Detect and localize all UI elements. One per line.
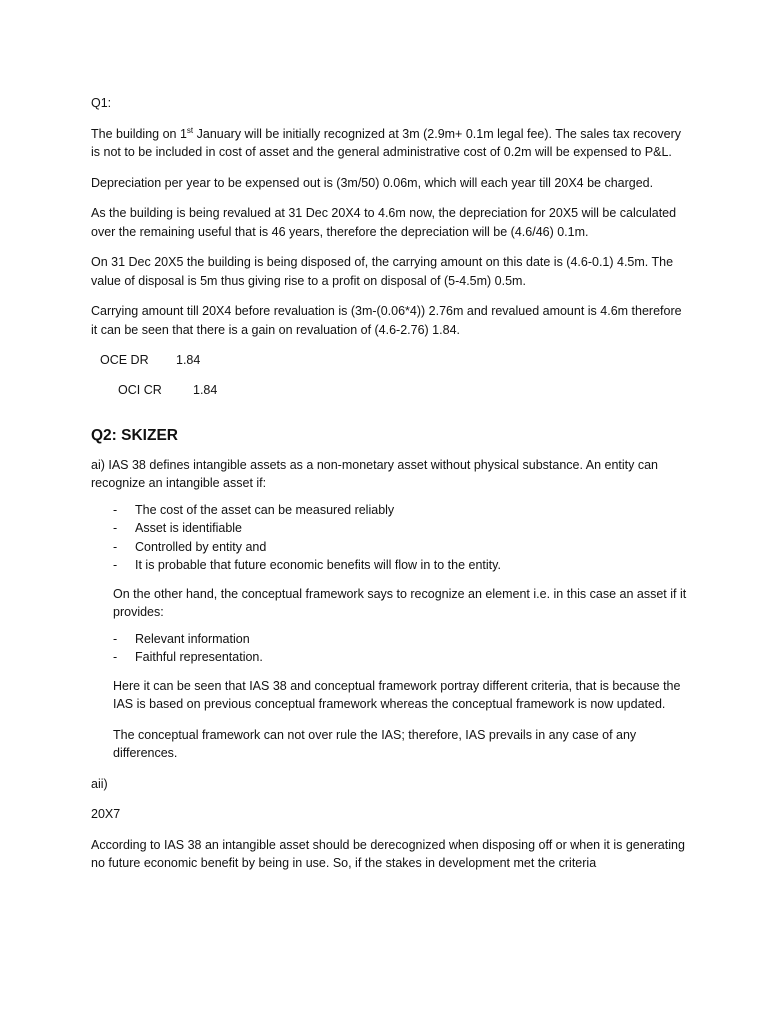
ias38-criteria-list: [91, 501, 691, 575]
list-item: - Asset is identifiable: [91, 519, 691, 538]
journal-debit-value: 1.84: [176, 353, 201, 367]
list-item: - Faithful representation.: [91, 648, 691, 667]
q2-aii-label: aii): [91, 776, 108, 791]
q2-heading: Q2: SKIZER: [91, 427, 178, 444]
list-item: - Relevant information: [91, 630, 691, 649]
framework-criteria-list: [91, 630, 691, 667]
q2-overrule-paragraph: The conceptual framework can not over rule the IAS; therefore, IAS prevails in any case of any differences.: [113, 727, 637, 760]
q2-framework-intro: On the other hand, the conceptual framework says to recognize an element i.e. in this case an asset if it provides:: [113, 586, 687, 619]
document-page: [91, 94, 691, 885]
q2-derecognize-paragraph: According to IAS 38 an intangible asset should be derecognized when disposing off or when it is generating no future economic benefit by being in use. So, if the stakes in development met the criteria: [91, 837, 685, 870]
q2-compare-paragraph: Here it can be seen that IAS 38 and conceptual framework portray different criteria, that is because the IAS is based on previous conceptual framework whereas the conceptual framework is now updated.: [113, 678, 681, 711]
journal-entry-credit: [91, 381, 691, 401]
journal-debit-label: OCE DR: [100, 353, 149, 367]
q2-year-label: 20X7: [91, 807, 121, 821]
q2-ai-intro: ai) IAS 38 defines intangible assets as a non-monetary asset without physical substance. An entity can recognize an intangible asset if:: [91, 457, 658, 490]
q1-heading: Q1:: [91, 96, 112, 110]
journal-entry-debit: [91, 351, 691, 371]
journal-credit-label: OCI CR: [118, 383, 162, 397]
q1-p1-ordinal-suffix: st: [186, 125, 194, 135]
q1-paragraph-gain: Carrying amount till 20X4 before revaluation is (3m-(0.06*4)) 2.76m and revalued amount is 4.6m therefore it can be seen that there is a gain on revaluation of (4.6-2.76) 1.84.: [91, 304, 682, 337]
journal-credit-value: 1.84: [193, 383, 218, 397]
list-item: - Controlled by entity and: [91, 538, 691, 557]
q1-paragraph-revaluation: As the building is being revalued at 31 Dec 20X4 to 4.6m now, the depreciation for 20X5 will be calculated over the remaining useful that is 46 years, therefore the depreciation will be (4.6/46) 0.1m.: [91, 206, 677, 239]
q1-p1-text-start: The building on 1: [91, 126, 187, 141]
q1-p1-text-end: January will be initially recognized at 3m (2.9m+ 0.1m legal fee). The sales tax recovery is not to be included in cost of asset and the general administrative cost of 0.2m will be expensed to P&L.: [91, 126, 681, 159]
list-item: - It is probable that future economic benefits will flow in to the entity.: [91, 556, 691, 575]
list-item: - The cost of the asset can be measured reliably: [91, 501, 691, 520]
q1-paragraph-disposal: On 31 Dec 20X5 the building is being disposed of, the carrying amount on this date is (4.6-0.1) 4.5m. The value of disposal is 5m thus giving rise to a profit on disposal of (5-4.5m) 0.5m.: [91, 255, 674, 288]
q1-paragraph-depreciation: Depreciation per year to be expensed out is (3m/50) 0.06m, which will each year till 20X4 be charged.: [91, 175, 654, 190]
q1-paragraph-initial-recognition: [91, 125, 691, 162]
